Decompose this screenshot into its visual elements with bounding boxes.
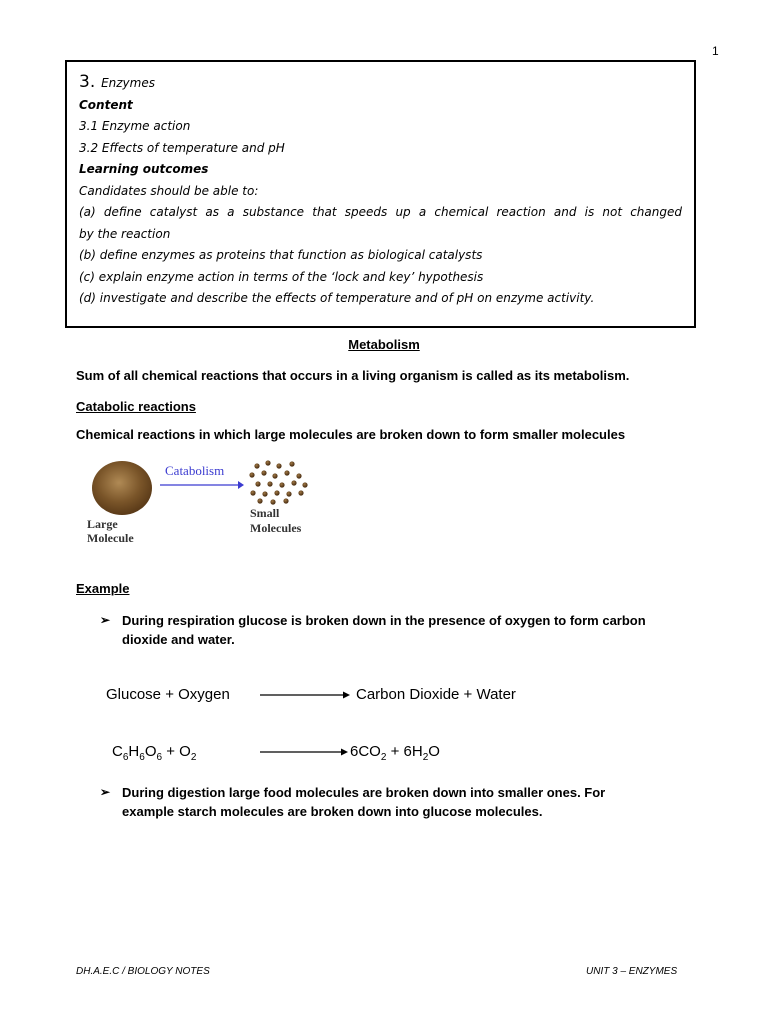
- glucose-o: O: [144, 743, 157, 760]
- oxygen-term: + O: [166, 743, 191, 760]
- small-label-line2: Molecules: [250, 521, 302, 535]
- oxygen-subscript: 2: [190, 752, 197, 763]
- content-item: 3.1 Enzyme action: [79, 119, 191, 133]
- bullet-line: During digestion large food molecules are broken down into smaller ones. For: [122, 785, 606, 800]
- catabolism-label: Catabolism: [165, 463, 225, 478]
- footer-right: UNIT 3 – ENZYMES: [586, 966, 678, 977]
- unit-title-text: Enzymes: [101, 76, 155, 90]
- large-label-line2: Molecule: [87, 531, 134, 545]
- outcome-a-line1: (a) define catalyst as a substance that speeds up a chemical reaction and is not changed: [79, 205, 682, 219]
- word-equation-arrow-icon: [260, 690, 350, 700]
- catabolism-arrowhead: [238, 481, 244, 489]
- small-label-line1: Small: [250, 506, 280, 520]
- content-item: 3.2 Effects of temperature and pH: [79, 140, 285, 155]
- bullet-digestion: [100, 783, 710, 821]
- outcomes-heading: Learning outcomes: [79, 162, 209, 176]
- co2-subscript: 2: [380, 752, 387, 763]
- page-number: 1: [712, 44, 719, 58]
- bullet-respiration: [100, 611, 710, 649]
- glucose-c-subscript: 6: [122, 752, 129, 763]
- catabolic-definition: Chemical reactions in which large molecules are broken down to form smaller molecules: [76, 427, 626, 442]
- outcomes-intro: Candidates should be able to:: [79, 183, 259, 198]
- bullet-arrow-icon: ➢: [100, 785, 111, 799]
- metabolism-definition: Sum of all chemical reactions that occurs in a living organism is called as its metabolism.: [76, 368, 630, 383]
- glucose-c: C: [112, 743, 123, 760]
- catabolism-diagram: [80, 458, 340, 553]
- water-o: O: [428, 743, 440, 760]
- glucose-h-subscript: 6: [139, 752, 145, 763]
- outcome-b: (b) define enzymes as proteins that function as biological catalysts: [79, 248, 483, 262]
- large-molecule: [92, 461, 152, 515]
- example-heading: Example: [76, 581, 130, 596]
- chemical-equation-arrow-icon: [260, 747, 348, 757]
- small-molecules: [249, 460, 307, 504]
- unit-title: [79, 72, 682, 95]
- chemical-equation-products: [350, 743, 440, 763]
- word-equation-reactants: Glucose + Oxygen: [106, 686, 230, 703]
- bullet-line: example starch molecules are broken down into glucose molecules.: [122, 804, 543, 819]
- glucose-h: H: [128, 743, 140, 760]
- content-heading: Content: [79, 97, 133, 112]
- glucose-o-subscript: 6: [156, 752, 163, 763]
- metabolism-heading: Metabolism: [348, 337, 420, 352]
- chemical-equation-reactants: [112, 743, 196, 763]
- water-term: + 6H: [390, 743, 423, 760]
- unit-number: 3.: [79, 72, 96, 92]
- water-subscript: 2: [422, 752, 429, 763]
- catabolic-heading: Catabolic reactions: [76, 399, 196, 414]
- bullet-arrow-icon: ➢: [100, 613, 111, 627]
- bullet-line: dioxide and water.: [122, 632, 235, 647]
- outcome-d: (d) investigate and describe the effects of temperature and of pH on enzyme activity.: [79, 291, 595, 305]
- co2-term: 6CO: [350, 743, 381, 760]
- catabolism-diagram-svg: [80, 458, 340, 553]
- outcome-a-line2: by the reaction: [79, 226, 171, 241]
- outcome-c: (c) explain enzyme action in terms of the ‘lock and key’ hypothesis: [79, 269, 484, 284]
- large-label-line1: Large: [87, 517, 118, 531]
- word-equation-products: Carbon Dioxide + Water: [356, 686, 516, 703]
- bullet-line: During respiration glucose is broken down in the presence of oxygen to form carbon: [122, 613, 646, 628]
- learning-outcomes-box: [65, 60, 696, 328]
- footer-left: DH.A.E.C / BIOLOGY NOTES: [76, 966, 210, 977]
